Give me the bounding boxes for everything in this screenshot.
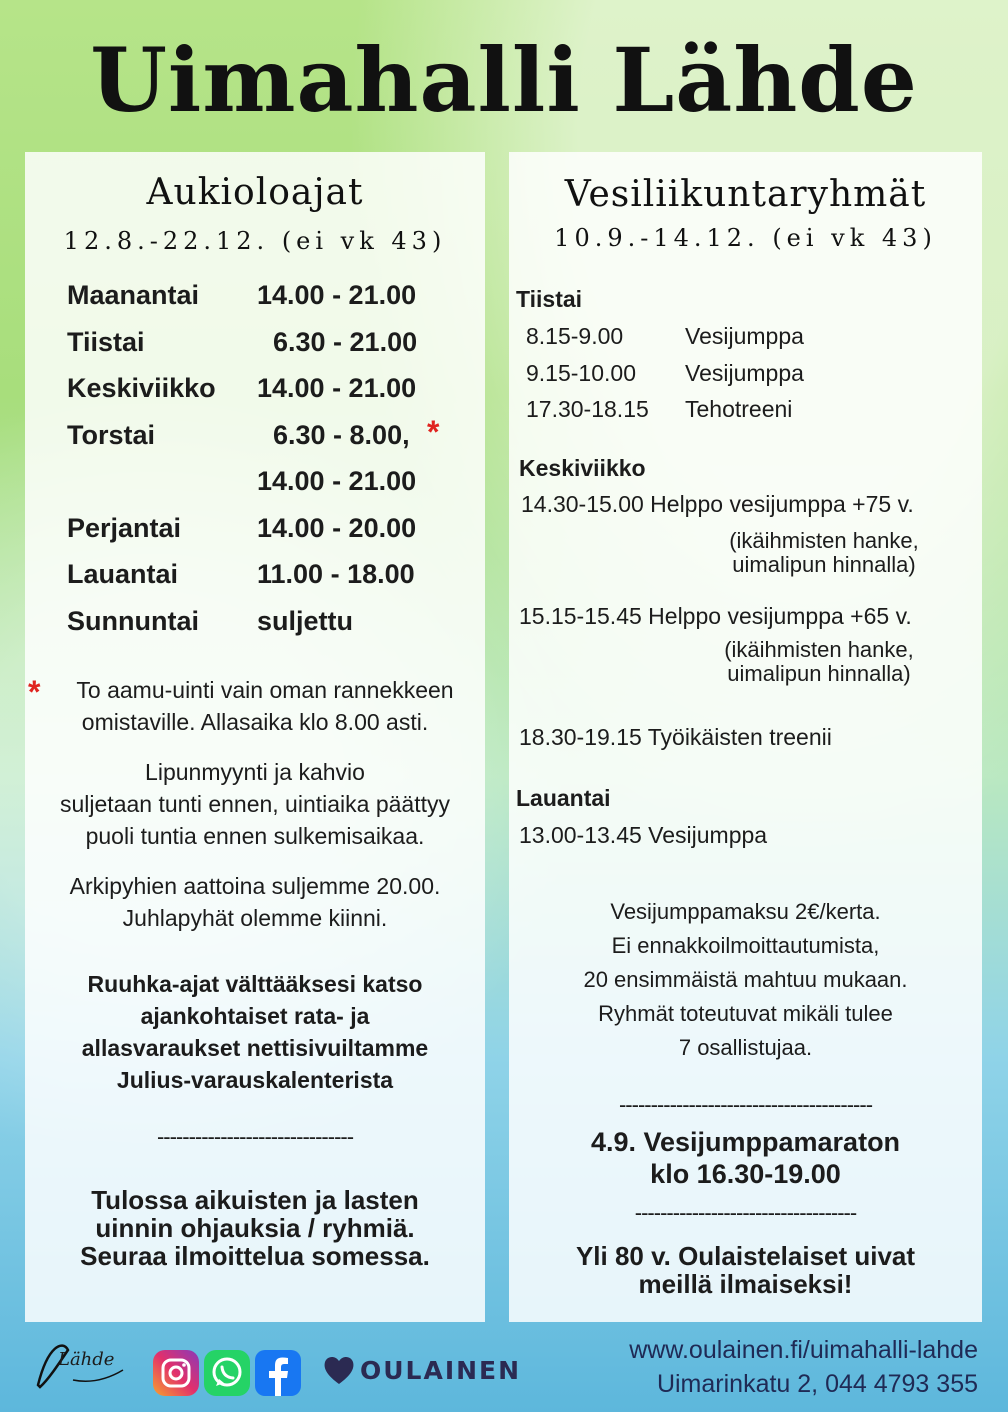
asterisk-marker: * [28,674,41,710]
holiday-note: Juhlapyhät olemme kiinni. [122,905,388,931]
hours-value: 14.00 - 21.00 [257,373,417,403]
hours-value: 14.00 - 20.00 [257,513,417,543]
holiday-note: Arkipyhien aattoina suljemme 20.00. [69,873,441,899]
page-title: Uimahalli Lähde [90,28,918,132]
day-label: Lauantai [67,559,179,589]
heart-icon [322,1354,356,1386]
aqua-groups-panel [509,152,982,1322]
class-entry: 13.00-13.45 Vesijumppa [519,822,768,848]
opening-hours-heading: Aukioloajat [146,172,364,213]
day-label: Maanantai [67,280,200,310]
hours-value: 6.30 - 21.00 [273,327,418,357]
morning-note: omistaville. Allasaika klo 8.00 asti. [81,709,429,735]
marathon-time: klo 16.30-19.00 [650,1159,841,1189]
whatsapp-glyph [204,1350,250,1396]
free-swim-note: meillä ilmaiseksi! [638,1269,853,1299]
class-name: Tehotreeni [685,396,793,422]
class-note: (ikäihmisten hanke, [724,637,914,662]
hours-value: 6.30 - 8.00, [273,420,410,450]
day-label: Torstai [67,420,156,450]
rush-hour-note: Julius-varauskalenterista [116,1067,394,1093]
coming-note: uinnin ohjauksia / ryhmiä. [95,1213,415,1243]
weekday-heading: Lauantai [516,785,611,811]
rush-hour-note: allasvaraukset nettisivuiltamme [81,1035,429,1061]
day-label: Keskiviikko [67,373,216,403]
whatsapp-icon[interactable] [204,1350,250,1396]
ticket-note: puoli tuntia ennen sulkemisaikaa. [85,823,425,849]
opening-hours-period: 12.8.-22.12. (ei vk 43) [63,227,447,255]
address-phone: Uimarinkatu 2, 044 4793 355 [656,1370,978,1398]
class-note: uimalipun hinnalla) [727,661,911,686]
ticket-note: suljetaan tunti ennen, uintiaika päättyy [60,791,450,817]
hours-value: suljettu [257,606,354,636]
fee-note: 20 ensimmäistä mahtuu mukaan. [583,967,908,992]
marathon-title: 4.9. Vesijumppamaraton [590,1127,901,1157]
class-note: (ikäihmisten hanke, [729,528,919,553]
class-entry: 18.30-19.15 Työikäisten treenii [519,724,832,750]
opening-hours-panel [25,152,485,1322]
weekday-heading: Keskiviikko [519,455,646,481]
fee-note: Ryhmät toteutuvat mikäli tulee [598,1001,893,1026]
class-note: uimalipun hinnalla) [732,552,916,577]
facebook-glyph [255,1350,301,1396]
class-time: 8.15-9.00 [526,323,624,349]
hours-value: 14.00 - 21.00 [257,280,417,310]
day-label: Tiistai [67,327,145,357]
fee-note: Vesijumppamaksu 2€/kerta. [610,899,881,924]
ticket-note: Lipunmyynti ja kahvio [145,759,365,785]
instagram-glyph [153,1350,199,1396]
class-name: Vesijumppa [685,360,804,386]
class-entry: 15.15-15.45 Helppo vesijumppa +65 v. [519,603,912,629]
fee-note: Ei ennakkoilmoittautumista, [611,933,880,958]
rush-hour-note: Ruuhka-ajat välttääksesi katso [87,971,423,997]
oulainen-brand: OULAINEN [360,1356,522,1385]
class-entry: 14.30-15.00 Helppo vesijumppa +75 v. [521,491,914,517]
aqua-groups-heading: Vesiliikuntaryhmät [564,174,927,215]
free-swim-note: Yli 80 v. Oulaistelaiset uivat [575,1241,916,1271]
divider: ----------------------------------- [634,1200,857,1225]
day-label: Sunnuntai [67,606,199,636]
asterisk-marker: * [427,414,440,450]
class-name: Vesijumppa [685,323,804,349]
rush-hour-note: ajankohtaiset rata- ja [140,1003,370,1029]
morning-note: To aamu-uinti vain oman rannekkeen [76,677,454,703]
weekday-heading: Tiistai [516,286,583,312]
instagram-icon[interactable] [153,1350,199,1396]
day-label: Perjantai [67,513,182,543]
class-time: 9.15-10.00 [526,360,636,386]
aqua-groups-period: 10.9.-14.12. (ei vk 43) [554,224,937,252]
lahde-logo [28,1335,128,1395]
fee-note: 7 osallistujaa. [678,1035,813,1060]
facebook-icon[interactable] [255,1350,301,1396]
lahde-logo-text: Lähde [58,1349,115,1370]
hours-value: 14.00 - 21.00 [257,466,417,496]
heart-glyph [322,1354,356,1386]
divider: ------------------------------- [156,1124,354,1149]
coming-note: Tulossa aikuisten ja lasten [91,1185,419,1215]
class-time: 17.30-18.15 [526,396,649,422]
website-link[interactable]: www.oulainen.fi/uimahalli-lahde [629,1336,978,1364]
hours-value: 11.00 - 18.00 [257,559,415,589]
coming-note: Seuraa ilmoittelua somessa. [80,1241,430,1271]
divider: ---------------------------------------- [618,1092,873,1117]
